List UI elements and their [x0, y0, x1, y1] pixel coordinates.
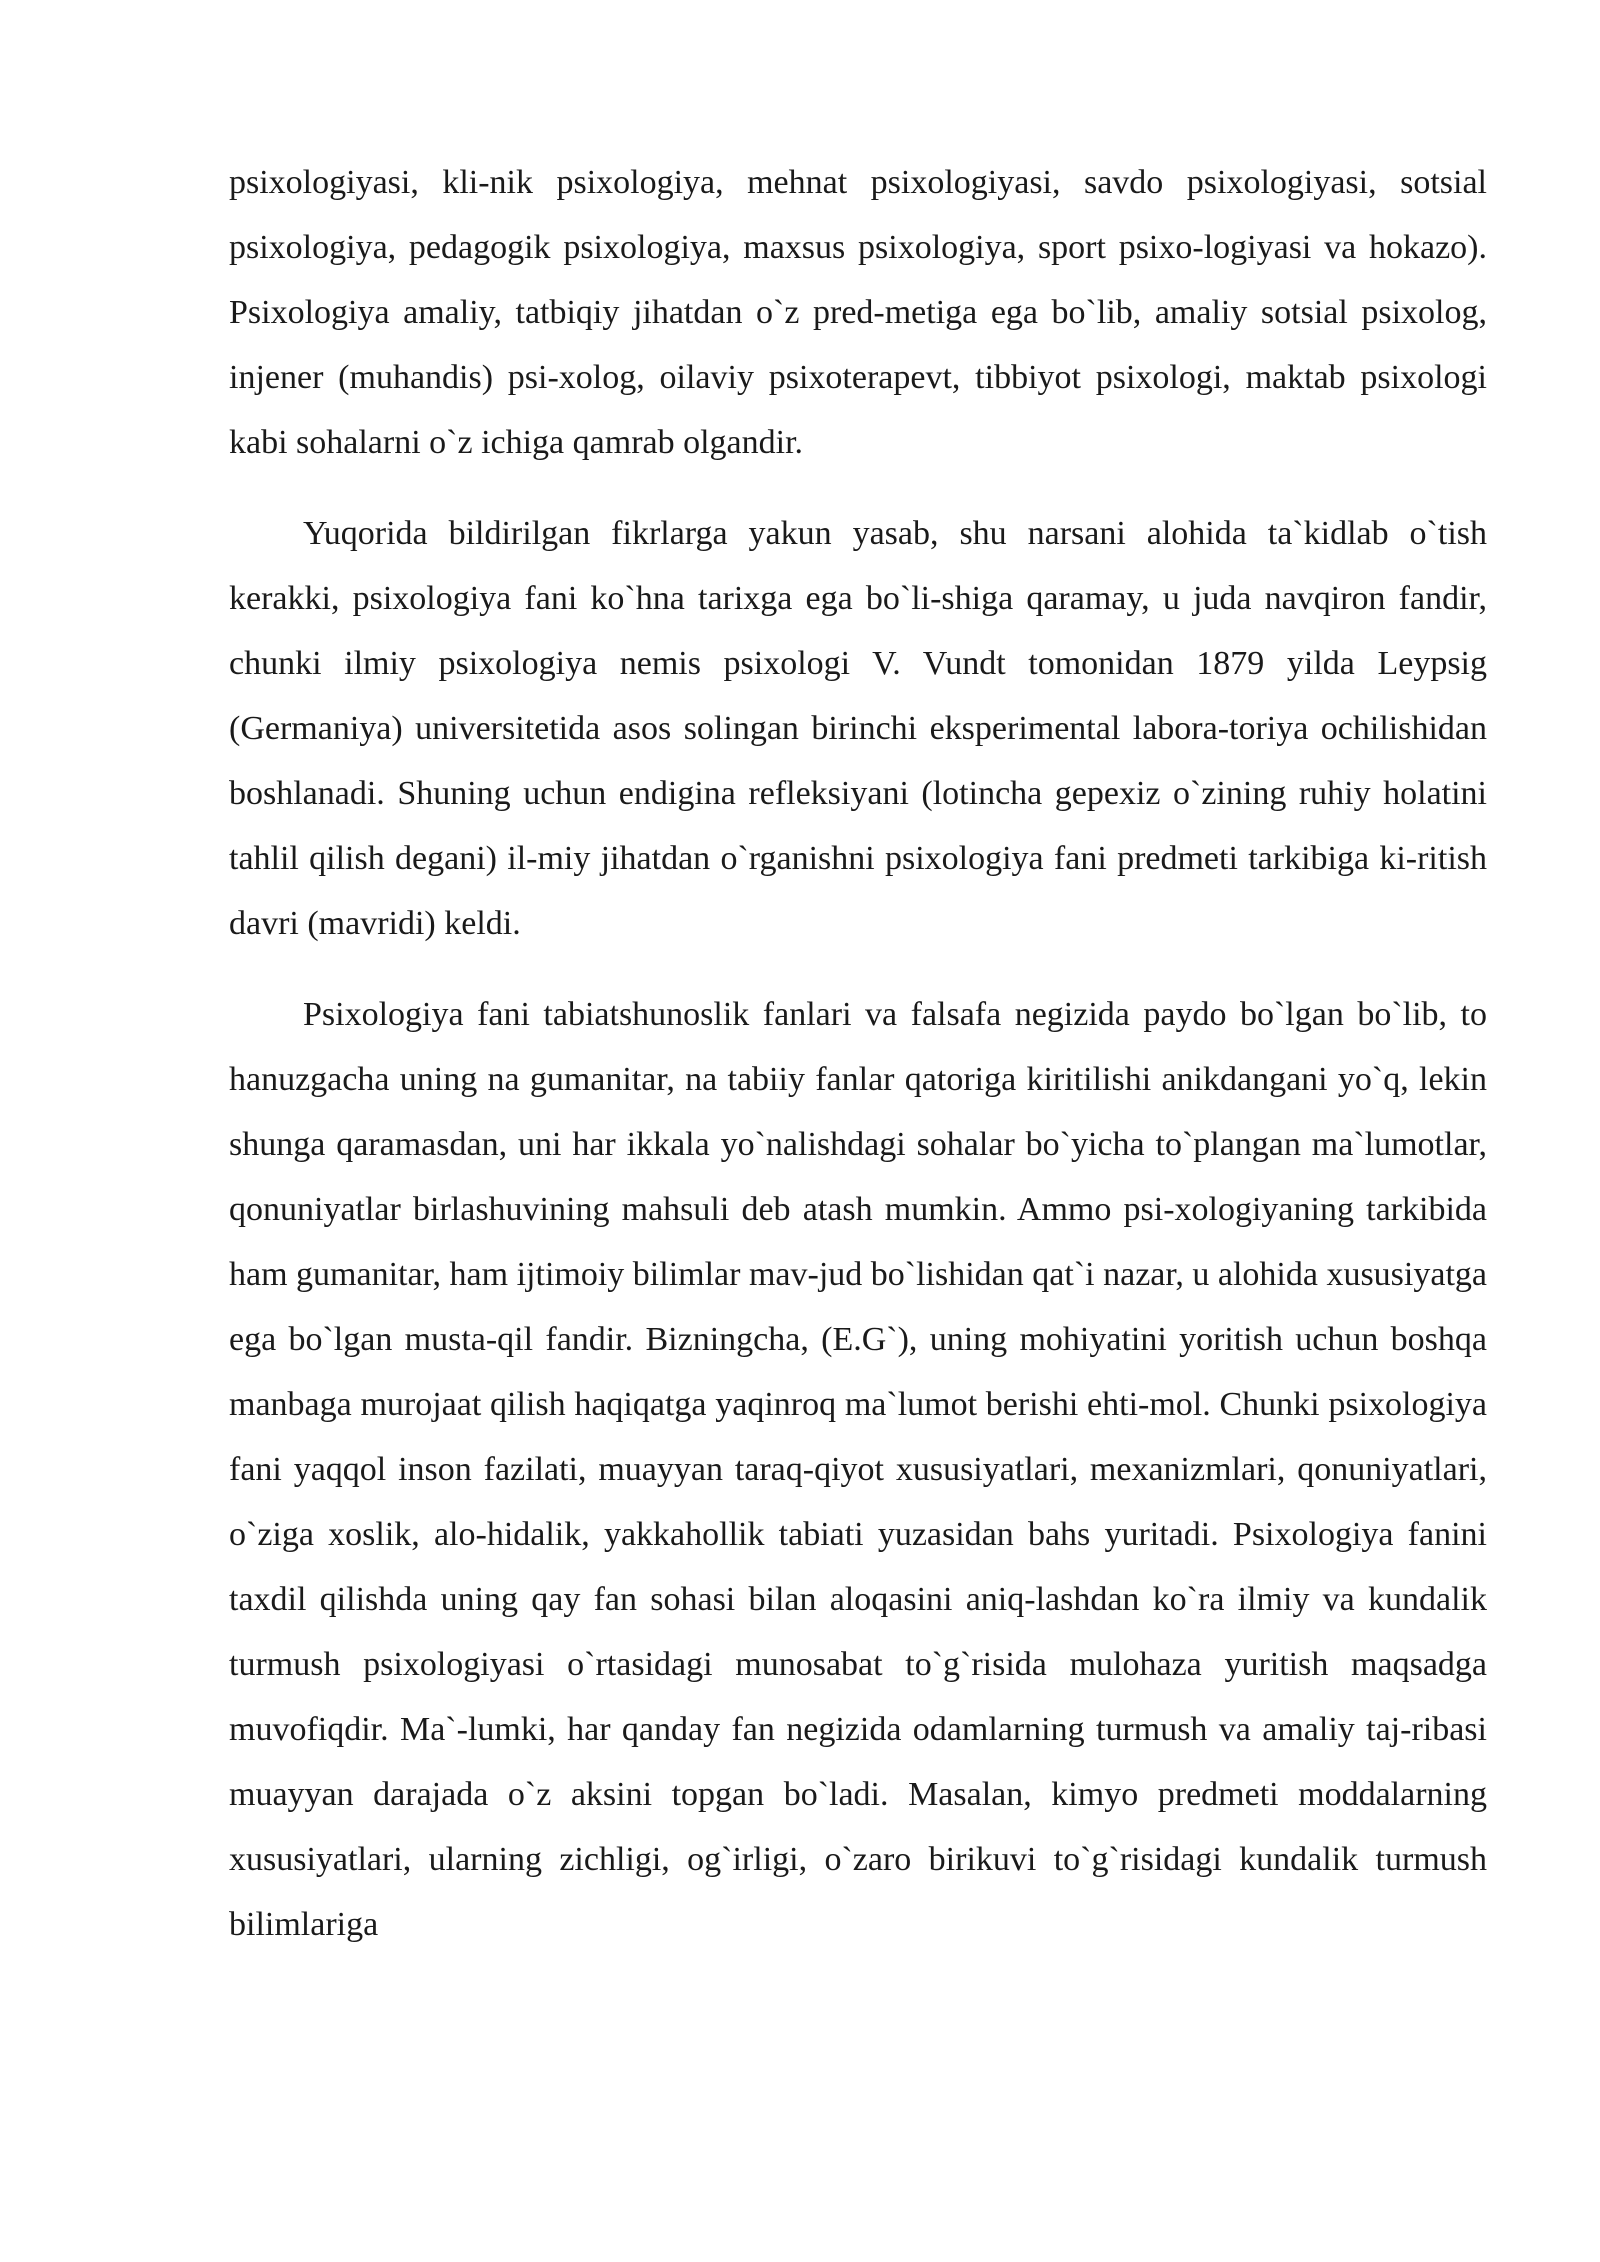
paragraph: Yuqorida bildirilgan fikrlarga yakun yasab, shu narsani alohida ta`kidlab o`tish kerakki, psixologiya fani ko`hna tarixga ega bo`li-shiga qaramay, u juda navqiron fandir, chunki ilmiy psixologiya nemis psixologi V. Vundt tomonidan 1879 yilda Leypsig (Germaniya) universitetida asos solingan birinchi eksperimental labora-toriya ochilishidan boshlanadi. Shuning uchun endigina refleksiyani (lotincha gepexiz o`zining ruhiy holatini tahlil qilish degani) il-miy jihatdan o`rganishni psixologiya fani predmeti tarkibiga ki-ritish davri (mavridi) keldi. — [229, 515, 1487, 942]
document-body — [229, 150, 1487, 1957]
paragraph: Psixologiya fani tabiatshunoslik fanlari va falsafa negizida paydo bo`lgan bo`lib, to hanuzgacha uning na gumanitar, na tabiiy fanlar qatoriga kiritilishi anikdangani yo`q, lekin shunga qaramasdan, uni har ikkala yo`nalishdagi sohalar bo`yicha to`plangan ma`lumotlar, qonuniyatlar birlashuvining mahsuli deb atash mumkin. Ammo psi-xologiyaning tarkibida ham gumanitar, ham ijtimoiy bilimlar mav-jud bo`lishidan qat`i nazar, u alohida xususiyatga ega bo`lgan musta-qil fandir. Bizningcha, (E.G`), uning mohiyatini yoritish uchun boshqa manbaga murojaat qilish haqiqatga yaqinroq ma`lumot berishi ehti-mol. Chunki psixologiya fani yaqqol inson fazilati, muayyan taraq-qiyot xususiyatlari, mexanizmlari, qonuniyatlari, o`ziga xoslik, alo-hidalik, yakkahollik tabiati yuzasidan bahs yuritadi. Psixologiya fanini taxdil qilishda uning qay fan sohasi bilan aloqasini aniq-lashdan ko`ra ilmiy va kundalik turmush psixologiyasi o`rtasidagi munosabat to`g`risida mulohaza yuritish maqsadga muvofiqdir. Ma`-lumki, har qanday fan negizida odamlarning turmush va amaliy taj-ribasi muayyan darajada o`z aksini topgan bo`ladi. Masalan, kimyo predmeti moddalarning xususiyatlari, ularning zichligi, og`irligi, o`zaro birikuvi to`g`risidagi kundalik turmush bilimlariga — [229, 996, 1487, 1943]
paragraph-continued: psixologiyasi, kli-nik psixologiya, mehnat psixologiyasi, savdo psixologiyasi, sotsial psixologiya, pedagogik psixologiya, maxsus psixologiya, sport psixo-logiyasi va hokazo). Psixologiya amaliy, tatbiqiy jihatdan o`z pred-metiga ega bo`lib, amaliy sotsial psixolog, injener (muhandis) psi-xolog, oilaviy psixoterapevt, tibbiyot psixologi, maktab psixologi kabi sohalarni o`z ichiga qamrab olgandir. — [229, 164, 1487, 461]
